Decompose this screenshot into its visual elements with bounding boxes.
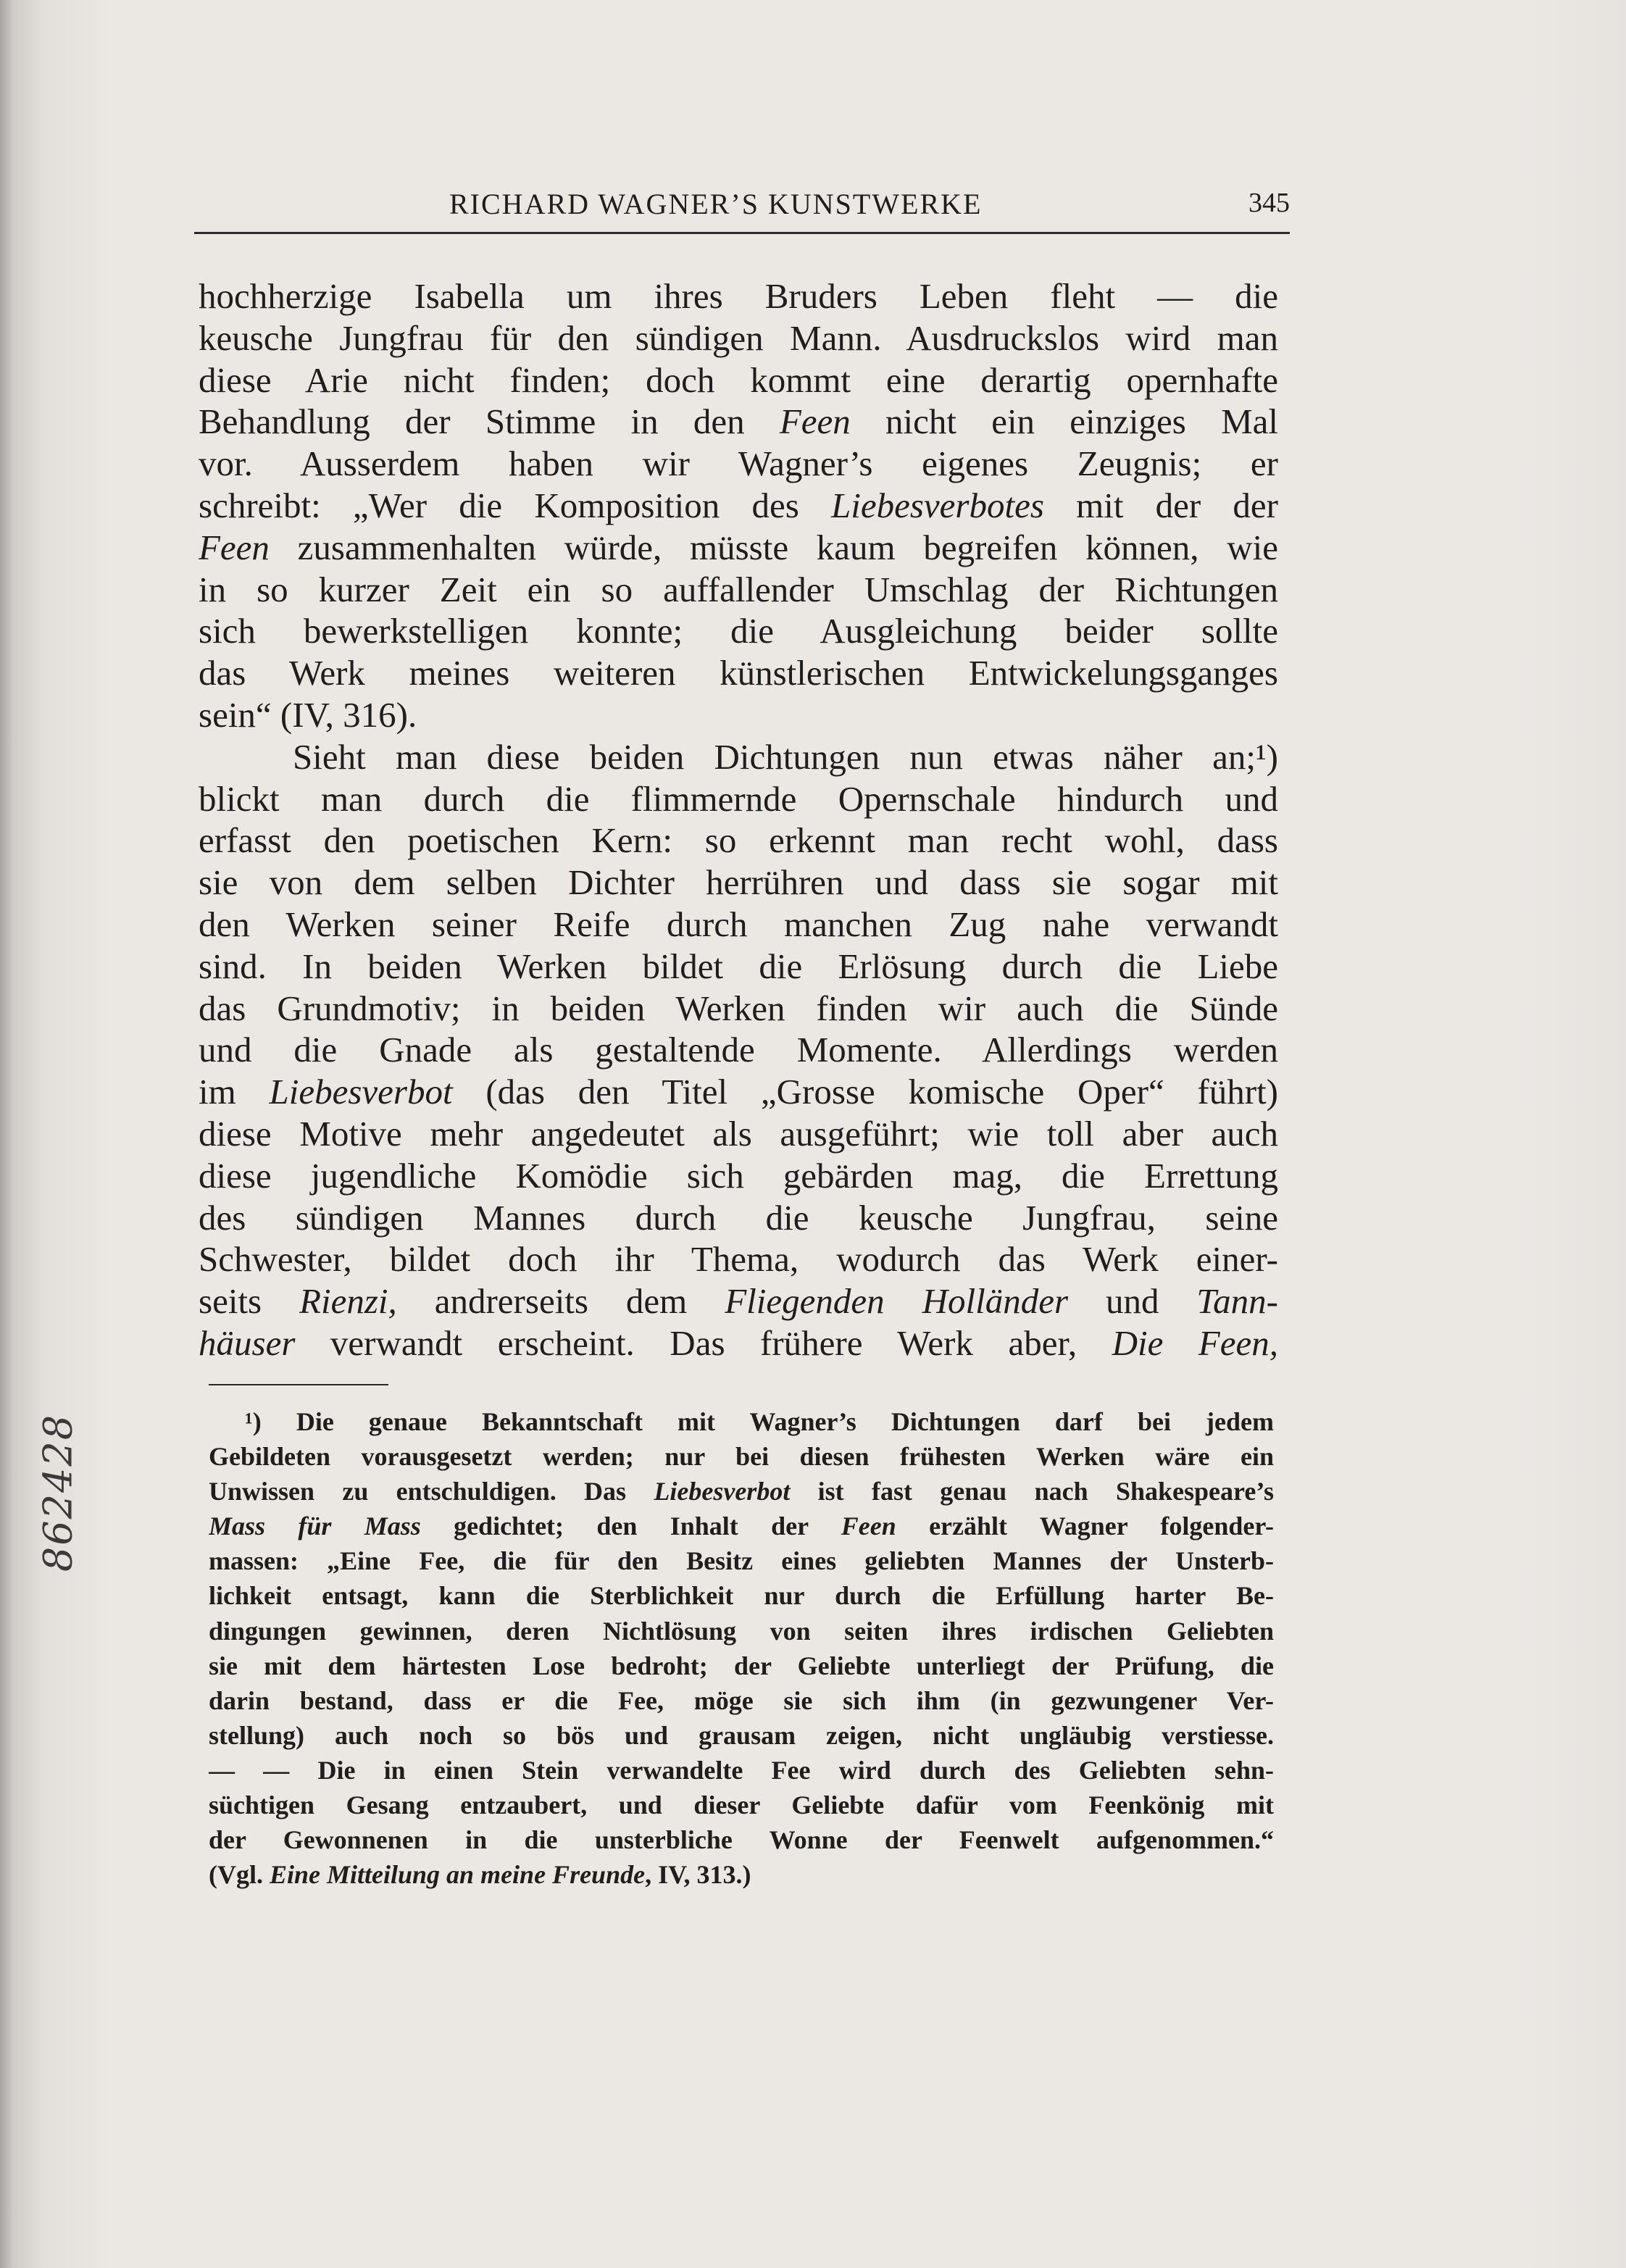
body-line: seits Rienzi, andrerseits dem Fliegenden Holländer und Tann-	[199, 1281, 1278, 1322]
body-line: Behandlung der Stimme in den Feen nicht ein einziges Mal	[199, 401, 1278, 442]
margin-note-text: 862428	[35, 1413, 81, 1572]
body-line: blickt man durch die flimmernde Opernschale hindurch und	[199, 778, 1278, 819]
footnote-line: ¹) Die genaue Bekanntschaft mit Wagner’s Dichtungen darf bei jedem	[245, 1407, 1274, 1436]
body-line: diese Arie nicht finden; doch kommt eine derartig opernhafte	[199, 359, 1278, 400]
body-line: das Werk meines weiteren künstlerischen Entwickelungsganges	[199, 653, 1278, 693]
body-line: sind. In beiden Werken bildet die Erlösung durch die Liebe	[199, 946, 1278, 986]
body-line: diese jugendliche Komödie sich gebärden mag, die Errettung	[199, 1155, 1278, 1196]
body-line: diese Motive mehr angedeutet als ausgeführt; wie toll aber auch	[199, 1113, 1278, 1154]
body-line: sich bewerkstelligen konnte; die Ausgleichung beider sollte	[199, 611, 1278, 651]
footnote-line: Mass für Mass gedichtet; den Inhalt der Feen erzählt Wagner folgender-	[209, 1512, 1274, 1541]
body-line: häuser verwandt erscheint. Das frühere Werk aber, Die Feen,	[199, 1322, 1278, 1363]
body-line: das Grundmotiv; in beiden Werken finden wir auch die Sünde	[199, 988, 1278, 1028]
body-line: keusche Jungfrau für den sündigen Mann. Ausdruckslos wird man	[199, 317, 1278, 358]
body-line: schreibt: „Wer die Komposition des Liebesverbotes mit der der	[199, 485, 1278, 525]
footnote-line: darin bestand, dass er die Fee, möge sie sich ihm (in gezwungener Ver-	[209, 1685, 1274, 1715]
footnote-line: massen: „Eine Fee, die für den Besitz eines geliebten Mannes der Unsterb-	[209, 1546, 1274, 1576]
footnote-line: sie mit dem härtesten Lose bedroht; der Geliebte unterliegt der Prüfung, die	[209, 1651, 1274, 1680]
italic-text: Mass für Mass	[209, 1512, 421, 1541]
italic-text: Liebesverbot	[654, 1477, 791, 1506]
body-line: Feen zusammenhalten würde, müsste kaum begreifen können, wie	[199, 527, 1278, 567]
footnote-line: lichkeit entsagt, kann die Sterblichkeit nur durch die Erfüllung harter Be-	[209, 1581, 1274, 1611]
body-line: im Liebesverbot (das den Titel „Grosse komische Oper“ führt)	[199, 1072, 1278, 1112]
footnote-rule	[209, 1384, 388, 1385]
body-line: hochherzige Isabella um ihres Bruders Leben fleht — die	[199, 276, 1278, 316]
italic-text: Die Feen,	[1112, 1322, 1278, 1363]
page-number: 345	[1248, 188, 1290, 218]
running-head	[196, 187, 1290, 223]
footnote-line: stellung) auch noch so bös und grausam zeigen, nicht ungläubig verstiesse.	[209, 1720, 1274, 1750]
body-line: den Werken seiner Reife durch manchen Zug nahe verwandt	[199, 904, 1278, 944]
body-line: erfasst den poetischen Kern: so erkennt man recht wohl, dass	[199, 820, 1278, 861]
body-line: in so kurzer Zeit ein so auffallender Umschlag der Richtungen	[199, 569, 1278, 609]
italic-text: Fliegenden Holländer	[725, 1281, 1069, 1322]
footnotes	[209, 1404, 1274, 1892]
footnote-line: Gebildeten vorausgesetzt werden; nur bei diesen frühesten Werken wäre ein	[209, 1442, 1274, 1472]
body-line: vor. Ausserdem haben wir Wagner’s eigenes Zeugnis; er	[199, 443, 1278, 484]
body-line: sein“ (IV, 316).	[199, 694, 417, 735]
italic-text: Liebesverbotes	[830, 485, 1044, 525]
italic-text: häuser	[199, 1322, 296, 1363]
handwritten-margin-note	[29, 1413, 87, 1572]
footnote-line: süchtigen Gesang entzaubert, und dieser Geliebte dafür vom Feenkönig mit	[209, 1790, 1274, 1820]
italic-text: Rienzi,	[299, 1281, 397, 1322]
footnote-line: der Gewonnenen in die unsterbliche Wonne der Feenwelt aufgenommen.“	[209, 1825, 1274, 1855]
running-head-title: RICHARD WAGNER’S KUNSTWERKE	[449, 188, 983, 220]
italic-text: Feen	[199, 527, 270, 567]
body-text	[199, 275, 1278, 1364]
italic-text: Eine Mitteilung an meine Freunde	[270, 1860, 646, 1890]
body-line: Sieht man diese beiden Dichtungen nun etwas näher an;¹)	[293, 736, 1278, 777]
header-rule	[194, 232, 1290, 234]
italic-text: Liebesverbot	[269, 1072, 453, 1112]
footnote-line: dingungen gewinnen, deren Nichtlösung von seiten ihres irdischen Geliebten	[209, 1616, 1274, 1646]
body-line: und die Gnade als gestaltende Momente. Allerdings werden	[199, 1030, 1278, 1070]
italic-text: Feen	[779, 401, 851, 442]
italic-text: Tann-	[1196, 1281, 1278, 1322]
body-line: sie von dem selben Dichter herrühren und dass sie sogar mit	[199, 862, 1278, 903]
body-line: des sündigen Mannes durch die keusche Jungfrau, seine	[199, 1197, 1278, 1238]
footnote-line: — — Die in einen Stein verwandelte Fee wird durch des Geliebten sehn-	[209, 1755, 1274, 1785]
footnote-line: Unwissen zu entschuldigen. Das Liebesverbot ist fast genau nach Shakespeare’s	[209, 1477, 1274, 1506]
footnote-line: (Vgl. Eine Mitteilung an meine Freunde, IV, 313.)	[209, 1860, 751, 1890]
italic-text: Feen	[841, 1512, 896, 1541]
body-line: Schwester, bildet doch ihr Thema, wodurch das Werk einer-	[199, 1239, 1278, 1280]
